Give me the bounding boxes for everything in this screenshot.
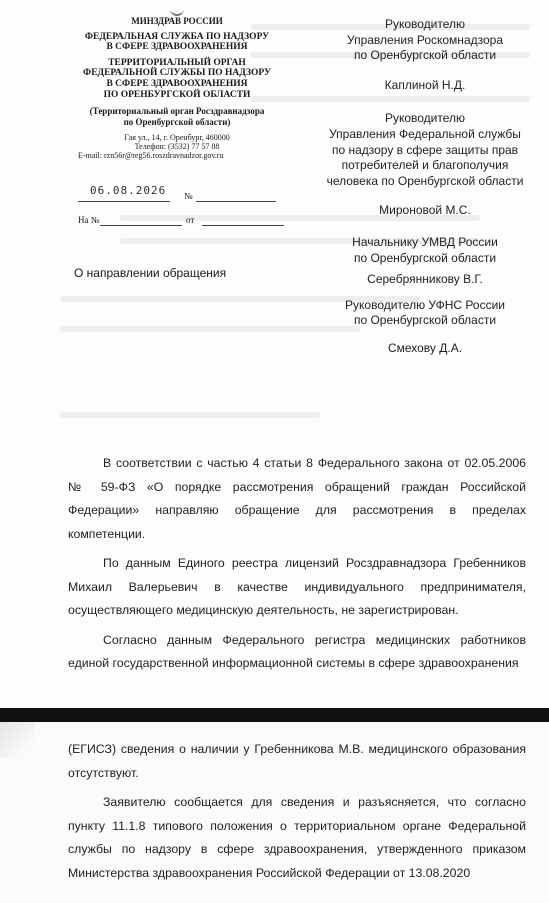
body-paragraph: Заявителю сообщается для сведения и разъясняется, что согласно пункту 11.1.8 типового положения о территориальном органе Федеральной службы по надзору в сфере здравоохранения, утвержденного приказом Министерства здравоохранения Российской Федерации от 13.08.2020 bbox=[68, 795, 526, 880]
addressee bbox=[315, 17, 535, 93]
addressee-title-line: Начальнику УМВД России bbox=[352, 234, 498, 249]
letter-subject: О направлении обращения bbox=[74, 266, 227, 280]
territorial-name-line: ПО ОРЕНБУРГСКОЙ ОБЛАСТИ bbox=[103, 89, 251, 100]
ref-label: На № bbox=[78, 215, 100, 225]
addressee bbox=[315, 298, 535, 357]
org-address: Гая ул., 14, г. Оренбург, 460000 bbox=[124, 133, 230, 143]
ref-underline bbox=[100, 225, 182, 226]
from-underline bbox=[202, 225, 284, 226]
letter-body-page-2 bbox=[68, 738, 526, 891]
registration-stamp bbox=[78, 184, 278, 231]
addressee-title-line: человека по Оренбургской области bbox=[326, 173, 524, 188]
handwritten-date: 06.08.2026 bbox=[90, 184, 167, 197]
addressee-name: Мироновой М.С. bbox=[379, 203, 471, 218]
from-label: от bbox=[186, 215, 195, 225]
date-underline bbox=[78, 201, 170, 202]
addressee-name: Каплиной Н.Д. bbox=[384, 77, 466, 92]
page-fold-shadow bbox=[0, 722, 35, 758]
org-email: E-mail: rzn56r@reg56.roszdravnadzor.gov.ru bbox=[78, 151, 224, 161]
bleed-through-line bbox=[60, 412, 320, 418]
territorial-name-line: В СФЕРЕ ЗДРАВООХРАНЕНИЯ bbox=[106, 78, 248, 89]
short-name-line: (Территориальный орган Росздравнадзора bbox=[89, 106, 265, 117]
territorial-name-line: ТЕРРИТОРИАЛЬНЫЙ ОРГАН bbox=[108, 57, 246, 68]
addressee-title-line: по Оренбургской области bbox=[353, 48, 497, 63]
addressee-title-line: по надзору в сфере защиты прав bbox=[331, 142, 519, 157]
addressee-title-line: Руководителю bbox=[384, 17, 466, 31]
letterhead bbox=[72, 8, 282, 160]
number-underline bbox=[196, 201, 276, 202]
coat-of-arms-icon bbox=[170, 8, 184, 16]
addressee-name: Серебрянникову В.Г. bbox=[367, 272, 483, 287]
addressee-title-line: Руководителю bbox=[384, 111, 466, 126]
addressee-title-line: Руководителю УФНС России bbox=[345, 297, 505, 312]
service-name-line: ФЕДЕРАЛЬНАЯ СЛУЖБА ПО НАДЗОРУ bbox=[84, 31, 270, 42]
addressee-title-line: по Оренбургской области bbox=[353, 313, 497, 328]
letter-body-page-1 bbox=[68, 452, 526, 682]
addressee-title-line: по Оренбургской области bbox=[353, 250, 497, 265]
addressee-list bbox=[315, 17, 535, 365]
territorial-name-line: ФЕДЕРАЛЬНОЙ СЛУЖБЫ ПО НАДЗОРУ bbox=[83, 68, 271, 79]
short-name-line: по Оренбургской области) bbox=[123, 116, 231, 127]
body-paragraph: В соответствии с частью 4 статьи 8 Федерального закона от 02.05.2006 № 59-ФЗ «О порядке рассмотрения обращений граждан Российской Федерации» направляю обращение для рассмотрения в пределах компетенции. bbox=[68, 456, 526, 541]
service-name-line: В СФЕРЕ ЗДРАВООХРАНЕНИЯ bbox=[106, 42, 248, 53]
body-paragraph: По данным Единого реестра лицензий Росздравнадзора Гребенников Михаил Валерьевич в качестве индивидуального предпринимателя, осуществляющего медицинскую деятельность, не зарегистрирован. bbox=[68, 556, 526, 617]
page-separator bbox=[0, 708, 549, 722]
addressee-title-line: потребителей и благополучия bbox=[341, 158, 509, 173]
document-page-2 bbox=[0, 722, 549, 903]
addressee-name: Смехову Д.А. bbox=[387, 340, 463, 355]
addressee bbox=[315, 111, 535, 219]
number-label: № bbox=[184, 191, 193, 201]
addressee bbox=[315, 235, 535, 288]
ministry-name: МИНЗДРАВ РОССИИ bbox=[131, 16, 223, 26]
addressee-title-line: Управления Федеральной службы bbox=[329, 126, 521, 141]
addressee-title-line: Управления Роскомнадзора bbox=[346, 32, 504, 47]
body-paragraph: Согласно данным Федерального регистра медицинских работников единой государственной информационной системы в сфере здравоохранения bbox=[68, 632, 526, 670]
body-paragraph: (ЕГИСЗ) сведения о наличии у Гребенникова М.В. медицинского образования отсутствуют. bbox=[68, 742, 526, 780]
org-phone: Телефон: (3532) 77 57 88 bbox=[134, 142, 220, 152]
